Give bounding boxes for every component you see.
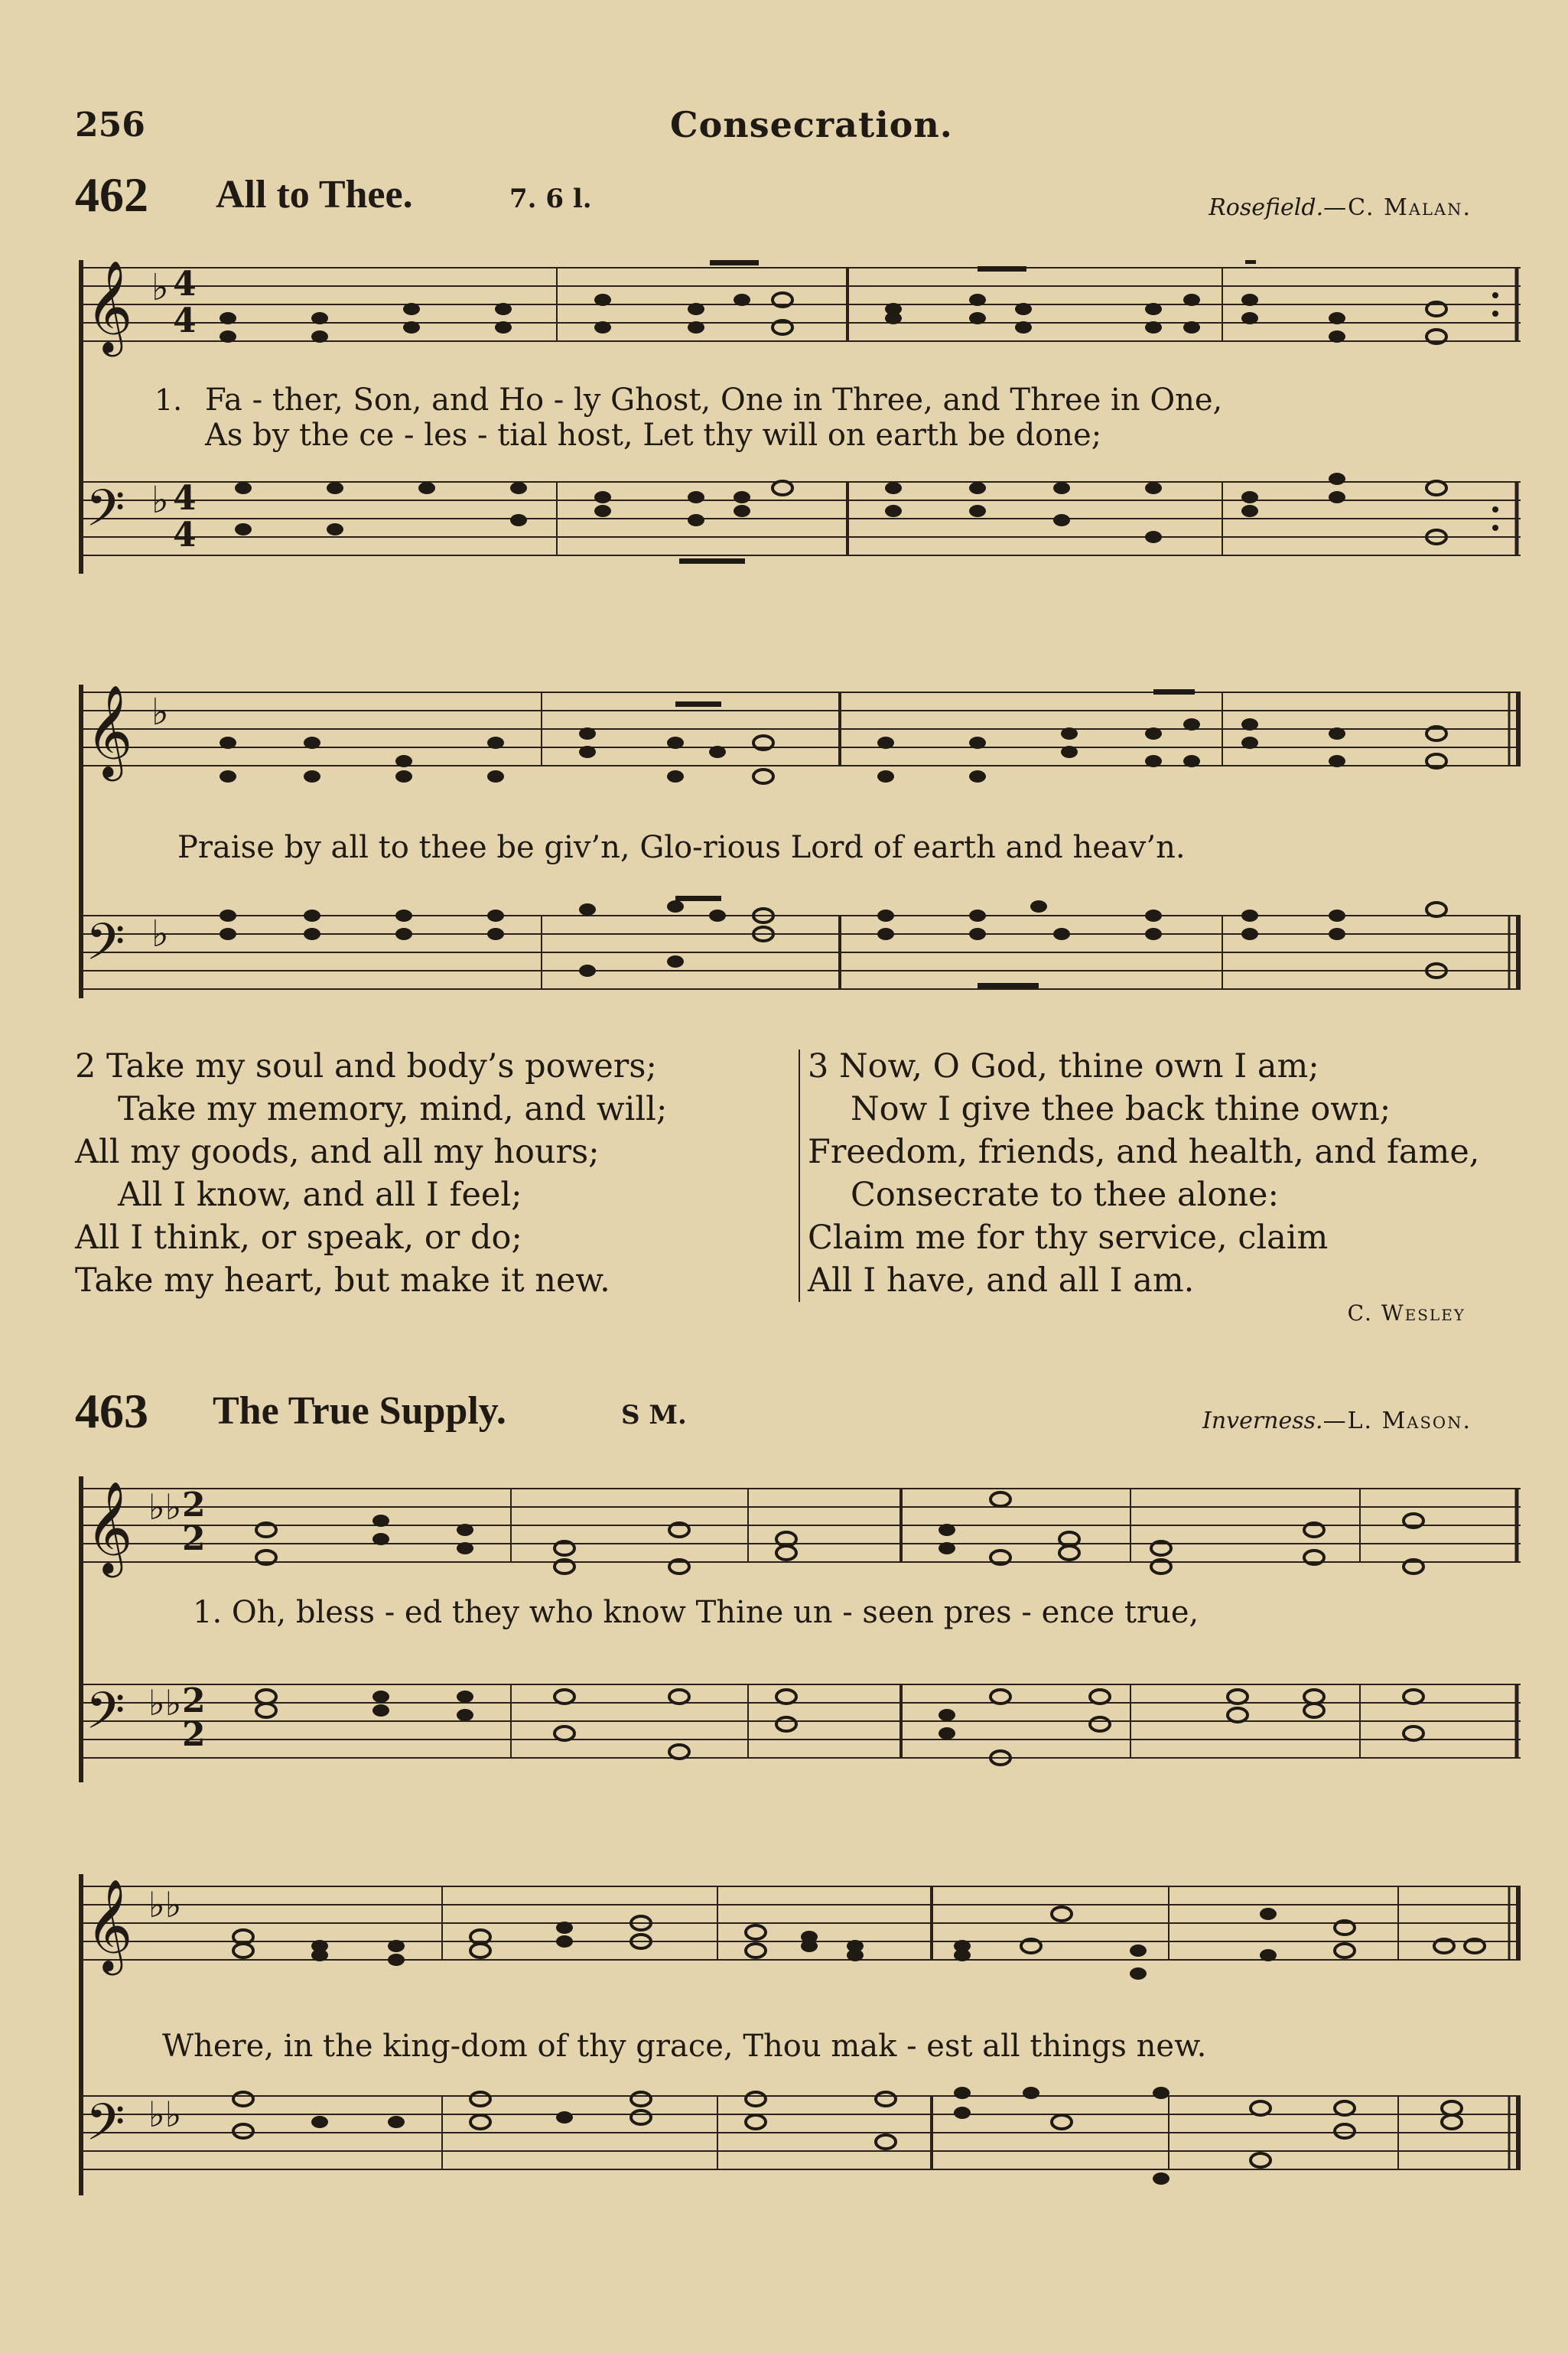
svg-text:𝄢: 𝄢 [86, 479, 125, 550]
svg-text:♭♭: ♭♭ [148, 2094, 182, 2135]
running-head: Consecration. [670, 104, 953, 145]
svg-text:♭: ♭ [151, 913, 169, 955]
stanza-3-line: 3 Now, O God, thine own I am; [808, 1047, 1319, 1085]
stanza-2-line: Take my memory, mind, and will; [118, 1090, 668, 1128]
svg-text:𝄢: 𝄢 [86, 1681, 125, 1753]
tune-name: Rosefield. [1209, 194, 1324, 221]
stanza-3-line: Claim me for thy service, claim [808, 1219, 1329, 1257]
hymn-number: 463 [75, 1384, 148, 1438]
svg-text:4: 4 [173, 301, 197, 340]
svg-text:𝄢: 𝄢 [86, 913, 125, 984]
svg-text:𝄞: 𝄞 [86, 259, 133, 353]
hymn-number: 462 [75, 168, 148, 222]
tune-name: Inverness. [1202, 1408, 1323, 1434]
hymn-title: The True Supply. [213, 1389, 506, 1433]
svg-text:2: 2 [182, 1681, 206, 1720]
lyric-line-1: Fa - ther, Son, and Ho - ly Ghost, One in Three, and Three in One, [205, 382, 1223, 418]
stanza-3-line: Now I give thee back thine own; [851, 1090, 1391, 1128]
svg-text:♭: ♭ [151, 479, 169, 522]
hymn-title: All to Thee. [216, 173, 413, 216]
svg-text:2: 2 [182, 1715, 206, 1754]
hymn-meter: S M. [621, 1400, 687, 1430]
svg-text:𝄞: 𝄞 [86, 1878, 133, 1971]
stanza-2-line: Take my heart, but make it new. [75, 1261, 610, 1300]
tune-credit [1209, 194, 1472, 221]
svg-text:2: 2 [182, 1486, 206, 1525]
svg-text:4: 4 [173, 479, 197, 518]
svg-text:♭♭: ♭♭ [148, 1486, 182, 1528]
svg-text:♭: ♭ [151, 266, 169, 309]
stanza-divider [799, 1050, 800, 1302]
stanza-2-line: All I think, or speak, or do; [75, 1219, 522, 1257]
lyric-line-2: Where, in the king-dom of thy grace, Thou mak - est all things new. [162, 2029, 1207, 2064]
stanza-2-line: 2 Take my soul and body’s powers; [75, 1047, 657, 1085]
svg-text:2: 2 [182, 1519, 206, 1558]
verse-number: 1. [155, 383, 183, 417]
svg-text:𝄞: 𝄞 [86, 684, 133, 777]
stanza-2-line: All my goods, and all my hours; [75, 1133, 600, 1171]
stanza-2 [75, 1045, 667, 1302]
stanza-3-line: All I have, and all I am. [808, 1261, 1195, 1300]
svg-text:♭♭: ♭♭ [148, 1884, 182, 1925]
svg-text:♭♭: ♭♭ [148, 1682, 182, 1723]
page-number: 256 [75, 106, 145, 145]
lyric-line-1: 1. Oh, bless - ed they who know Thine un - seen pres - ence true, [193, 1595, 1199, 1630]
svg-text:4: 4 [173, 516, 197, 555]
hymn-meter: 7. 6 l. [509, 184, 592, 214]
composer-name: —C. Malan. [1323, 194, 1472, 221]
author-credit: C. Wesley [1347, 1300, 1466, 1326]
svg-text:♭: ♭ [151, 691, 169, 734]
svg-text:𝄢: 𝄢 [86, 2093, 125, 2164]
stanza-3-line: Consecrate to thee alone: [851, 1176, 1279, 1214]
stanza-3 [808, 1045, 1479, 1302]
svg-text:𝄞: 𝄞 [86, 1480, 133, 1574]
svg-text:4: 4 [173, 265, 197, 304]
refrain-lyric: Praise by all to thee be giv’n, Glo-rious Lord of earth and heav’n. [177, 830, 1186, 865]
stanza-3-line: Freedom, friends, and health, and fame, [808, 1133, 1480, 1171]
stanza-2-line: All I know, and all I feel; [118, 1176, 522, 1214]
composer-name: —L. Mason. [1322, 1408, 1472, 1434]
lyric-line-2: As by the ce - les - tial host, Let thy will on earth be done; [205, 418, 1102, 453]
tune-credit [1202, 1408, 1472, 1434]
